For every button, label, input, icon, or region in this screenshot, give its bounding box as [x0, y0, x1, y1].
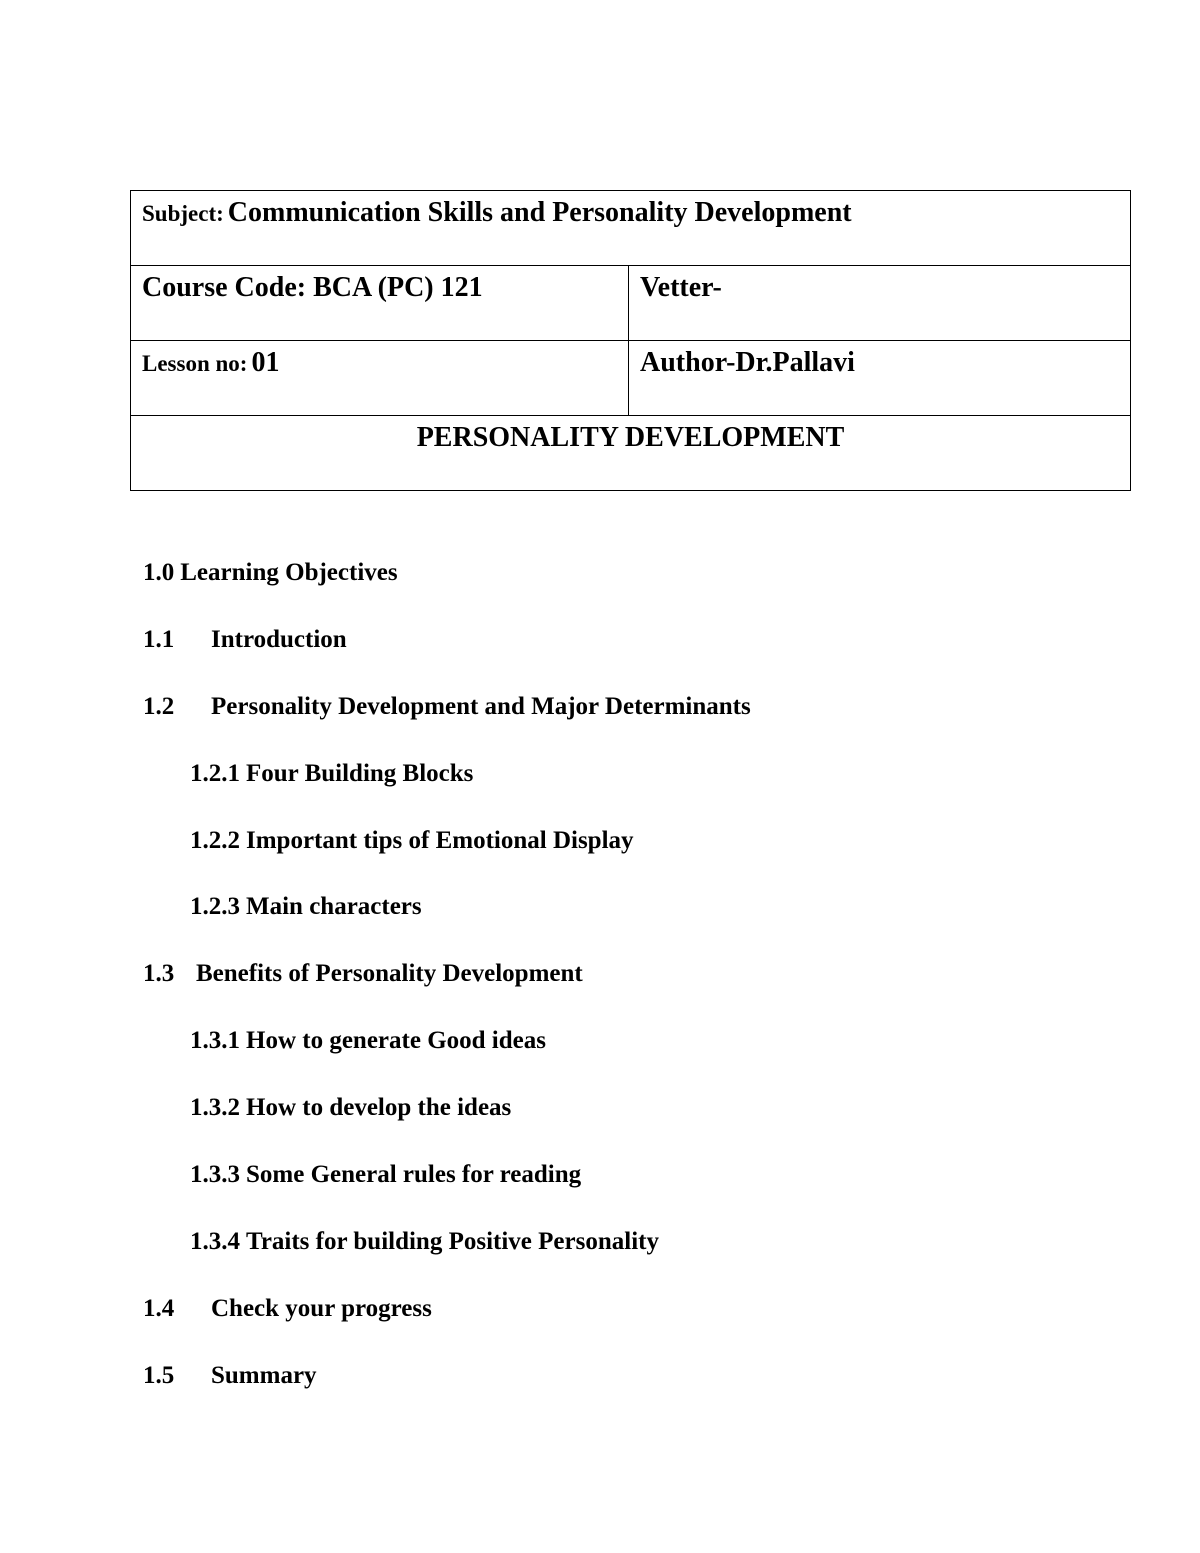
toc-text: Important tips of Emotional Display: [246, 827, 634, 854]
toc-text: Personality Development and Major Determinants: [211, 693, 751, 720]
course-row: [131, 266, 1130, 341]
toc-number: 1.3.2: [190, 1094, 240, 1121]
toc-text: Summary: [211, 1362, 317, 1389]
toc-item-1-5: [143, 1358, 317, 1394]
toc-item-1-2-2: [190, 823, 634, 859]
lesson-title: PERSONALITY DEVELOPMENT: [416, 422, 845, 453]
toc-number: 1.2.1: [190, 760, 240, 787]
toc-item-1-3-3: [190, 1157, 581, 1193]
subject-value: Communication Skills and Personality Development: [227, 197, 852, 228]
toc-text: Traits for building Positive Personality: [246, 1228, 659, 1255]
lesson-row: [131, 341, 1130, 416]
toc-text: Learning Objectives: [180, 559, 398, 586]
toc-number: 1.2: [143, 693, 175, 720]
toc-text: How to generate Good ideas: [246, 1027, 546, 1054]
author-cell: Author-Dr.Pallavi: [640, 347, 855, 378]
toc-item-1-3: [143, 956, 583, 992]
vetter-cell: Vetter-: [640, 272, 722, 303]
toc-item-1-2-1: [190, 756, 473, 792]
toc-item-1-0: [143, 555, 398, 591]
subject-cell: [131, 191, 1130, 265]
toc-item-1-2-3: [190, 889, 422, 925]
toc-item-1-3-4: [190, 1224, 659, 1260]
toc-number: 1.2.3: [190, 893, 240, 920]
toc-text: How to develop the ideas: [246, 1094, 512, 1121]
lesson-info-table: [130, 190, 1131, 491]
toc-text: Main characters: [246, 893, 422, 920]
toc-number: 1.3.1: [190, 1027, 240, 1054]
toc-item-1-3-1: [190, 1023, 546, 1059]
course-code-cell: Course Code: BCA (PC) 121: [131, 266, 629, 340]
toc-number: 1.5: [143, 1362, 175, 1389]
title-row: [131, 416, 1130, 491]
toc-item-1-2: [143, 689, 751, 725]
toc-text: Benefits of Personality Development: [196, 960, 583, 987]
toc-item-1-3-2: [190, 1090, 511, 1126]
toc-number: 1.4: [143, 1295, 175, 1322]
toc-number: 1.1: [143, 626, 175, 653]
toc-item-1-4: [143, 1291, 432, 1327]
toc-text: Check your progress: [211, 1295, 432, 1322]
subject-row: [131, 191, 1130, 266]
subject-label: Subject:: [142, 201, 224, 226]
toc-number: 1.2.2: [190, 827, 240, 854]
toc-number: 1.3: [143, 960, 175, 987]
toc-item-1-1: [143, 622, 347, 658]
lesson-number: 01: [251, 347, 280, 378]
toc-number: 1.3.3: [190, 1161, 240, 1188]
lesson-label: Lesson no:: [142, 351, 248, 376]
toc-text: Four Building Blocks: [246, 760, 474, 787]
toc-text: Some General rules for reading: [246, 1161, 582, 1188]
toc-number: 1.0: [143, 559, 175, 586]
toc-text: Introduction: [211, 626, 347, 653]
lesson-cell: [131, 341, 629, 415]
toc-number: 1.3.4: [190, 1228, 240, 1255]
